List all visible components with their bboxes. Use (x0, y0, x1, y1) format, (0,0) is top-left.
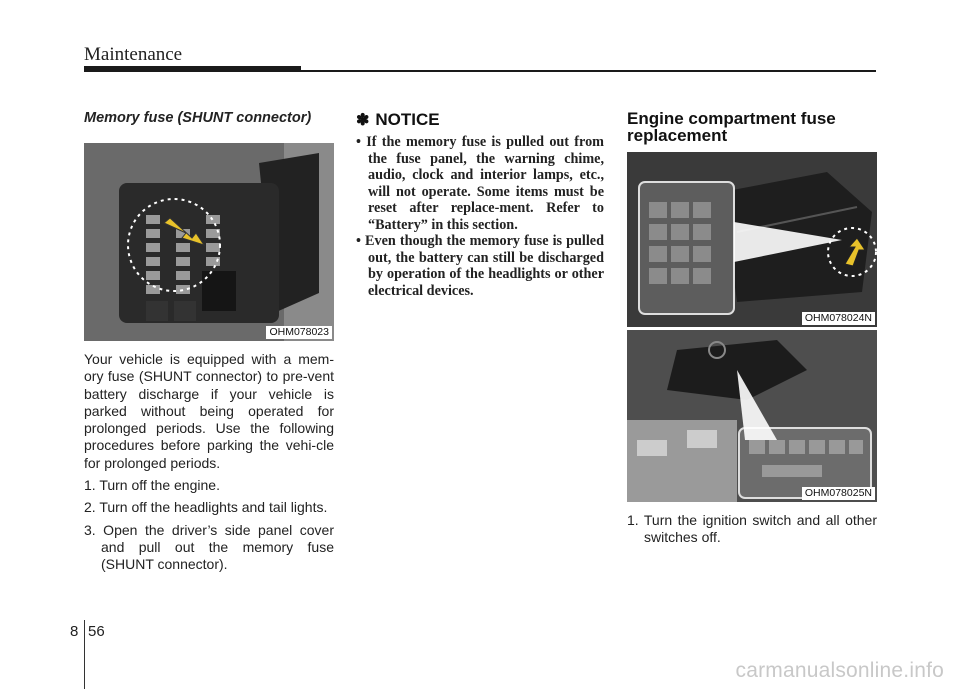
notice-title-text: NOTICE (375, 110, 440, 129)
step-item: 1. Turn the ignition switch and all other switches off. (627, 512, 877, 546)
watermark: carmanualsonline.info (735, 659, 944, 682)
notice-item: • Even though the memory fuse is pulled out, the battery can still be discharged by operation of the headlights or other electrical devices. (356, 233, 604, 299)
page-number: 56 (88, 623, 105, 640)
step-item: 3. Open the driver’s side panel cover and pull out the memory fuse (SHUNT connector). (84, 521, 334, 573)
photo-caption: OHM078025N (802, 487, 875, 500)
section-title: Maintenance (84, 44, 183, 65)
engine-fuse-heading: Engine compartment fuse replacement (627, 109, 836, 145)
fuse-box-illustration (627, 330, 877, 502)
photo-caption: OHM078024N (802, 312, 875, 325)
step-item: 2. Turn off the headlights and tail lights. (84, 499, 328, 516)
notice-column (356, 110, 604, 299)
footer-divider (84, 620, 85, 689)
engine-compartment-illustration (627, 152, 877, 327)
engine-compartment-photo (627, 152, 877, 327)
chapter-number: 8 (70, 623, 79, 640)
photo-caption: OHM078023 (266, 326, 332, 339)
notice-item: • If the memory fuse is pulled out from the fuse panel, the warning chime, audio, clock and interior lamps, etc., will not operate. Some items must be reset after replace-ment. Refer to “Battery” in this section. (356, 134, 604, 233)
header-thick-rule (84, 66, 301, 72)
step-item: 1. Turn off the engine. (84, 477, 220, 494)
fuse-panel-illustration (84, 143, 334, 341)
memory-fuse-photo (84, 143, 334, 341)
header-thin-rule (301, 70, 876, 72)
memory-fuse-heading: Memory fuse (SHUNT connector) (84, 110, 312, 126)
engine-fuse-column (627, 110, 877, 547)
memory-fuse-column (84, 110, 334, 574)
memory-fuse-paragraph: Your vehicle is equipped with a mem-ory fuse (SHUNT connector) to pre-vent battery discharge if your vehicle is parked without being operated for prolonged periods. Use the following procedures before parking the vehi-cle for prolonged periods. (84, 351, 334, 471)
asterisk-icon: ✽ (356, 112, 370, 129)
fuse-box-photo (627, 330, 877, 502)
notice-title (356, 110, 604, 130)
